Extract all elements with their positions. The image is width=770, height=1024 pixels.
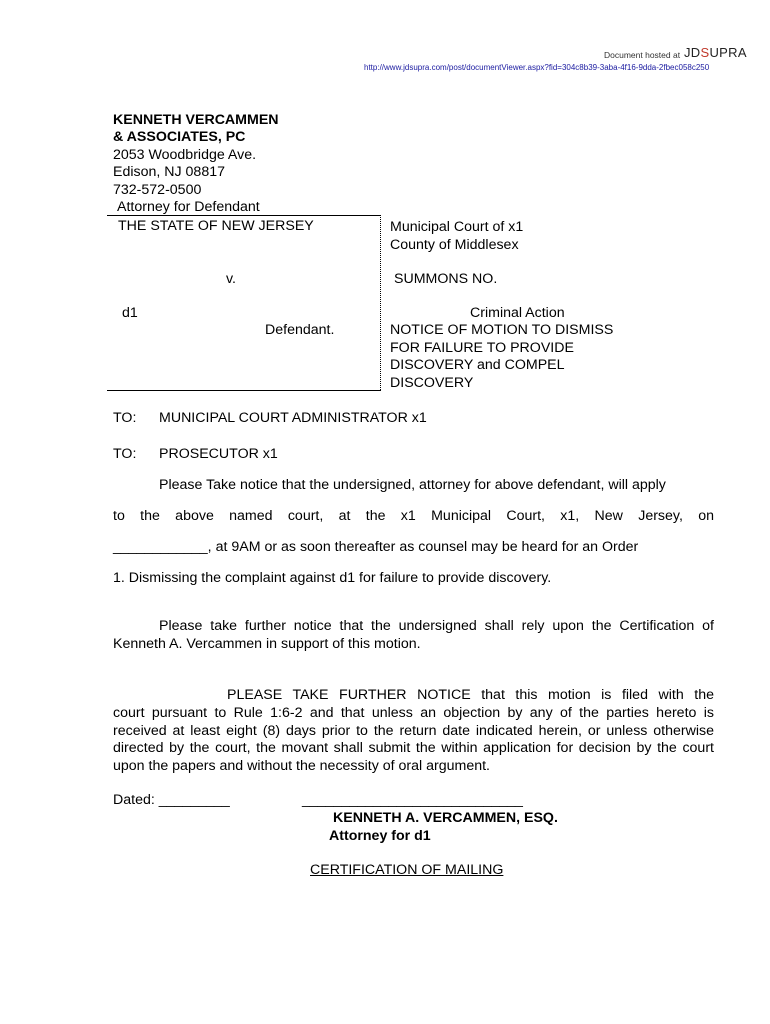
body-p1-line2: to the above named court, at the x1 Municipal Court, x1, New Jersey, on xyxy=(113,508,714,524)
to-label-1: TO: xyxy=(113,410,137,426)
caption-bottom-rule xyxy=(107,390,381,391)
logo-upra: UPRA xyxy=(709,45,747,60)
caption-title-line2: FOR FAILURE TO PROVIDE xyxy=(390,340,574,356)
hosted-label: Document hosted at xyxy=(604,50,681,60)
caption-state: THE STATE OF NEW JERSEY xyxy=(118,218,314,234)
caption-action-type: Criminal Action xyxy=(470,305,565,321)
caption-title-line3: DISCOVERY and COMPEL xyxy=(390,357,565,373)
firm-address-line1: 2053 Woodbridge Ave. xyxy=(113,147,257,163)
caption-defendant-label: Defendant. xyxy=(265,322,335,338)
signature-line: ____________________________ xyxy=(302,792,523,808)
body-p1-line1: Please Take notice that the undersigned, attorney for above defendant, will apply xyxy=(159,477,666,493)
caption-top-rule xyxy=(107,215,381,216)
caption-versus: v. xyxy=(226,271,236,287)
to-value-2: PROSECUTOR x1 xyxy=(159,446,278,462)
to-value-1: MUNICIPAL COURT ADMINISTRATOR x1 xyxy=(159,410,427,426)
body-p3-lead: PLEASE TAKE FURTHER NOTICE that this motion is filed with the xyxy=(227,687,714,703)
firm-name-line2: & ASSOCIATES, PC xyxy=(113,129,246,145)
body-p3-rest: court pursuant to Rule 1:6-2 and that unless an objection by any of the parties hereto is received at least eight (8) days prior to the return date indicated herein, or unless otherwise directed by the court, the movant shall submit the within application for decision by the court upon the papers and without the necessity of oral argument. xyxy=(113,705,714,774)
firm-name-line1: KENNETH VERCAMMEN xyxy=(113,112,279,128)
caption-divider xyxy=(380,215,381,390)
firm-phone: 732-572-0500 xyxy=(113,182,202,198)
dated-line: Dated: _________ xyxy=(113,792,230,808)
signature-role: Attorney for d1 xyxy=(329,828,431,844)
caption-court-line2: County of Middlesex xyxy=(390,237,519,253)
logo-jd: JD xyxy=(684,45,701,60)
caption-defendant-name: d1 xyxy=(122,305,138,321)
body-p2: Please take further notice that the undersigned shall rely upon the Certification of Kenneth A. Vercammen in support of this motion. xyxy=(113,618,714,652)
caption-title-line1: NOTICE OF MOTION TO DISMISS xyxy=(390,322,614,338)
caption-title-line4: DISCOVERY xyxy=(390,375,474,391)
signature-name: KENNETH A. VERCAMMEN, ESQ. xyxy=(333,810,558,826)
certification-title: CERTIFICATION OF MAILING xyxy=(310,862,504,878)
logo-s: S xyxy=(700,45,710,60)
document-url-link[interactable]: http://www.jdsupra.com/post/documentViewer.aspx?fid=304c8b39-3aba-4f16-9dda-2fbec058c250 xyxy=(364,63,710,72)
to-label-2: TO: xyxy=(113,446,137,462)
body-item-1: 1. Dismissing the complaint against d1 for failure to provide discovery. xyxy=(113,570,552,586)
firm-address-line2: Edison, NJ 08817 xyxy=(113,164,225,180)
caption-court-line1: Municipal Court of x1 xyxy=(390,219,524,235)
caption-summons: SUMMONS NO. xyxy=(394,271,498,287)
firm-role: Attorney for Defendant xyxy=(117,199,260,215)
jdsupra-logo xyxy=(684,45,747,60)
body-p1-line3: ____________, at 9AM or as soon thereafter as counsel may be heard for an Order xyxy=(113,539,639,555)
